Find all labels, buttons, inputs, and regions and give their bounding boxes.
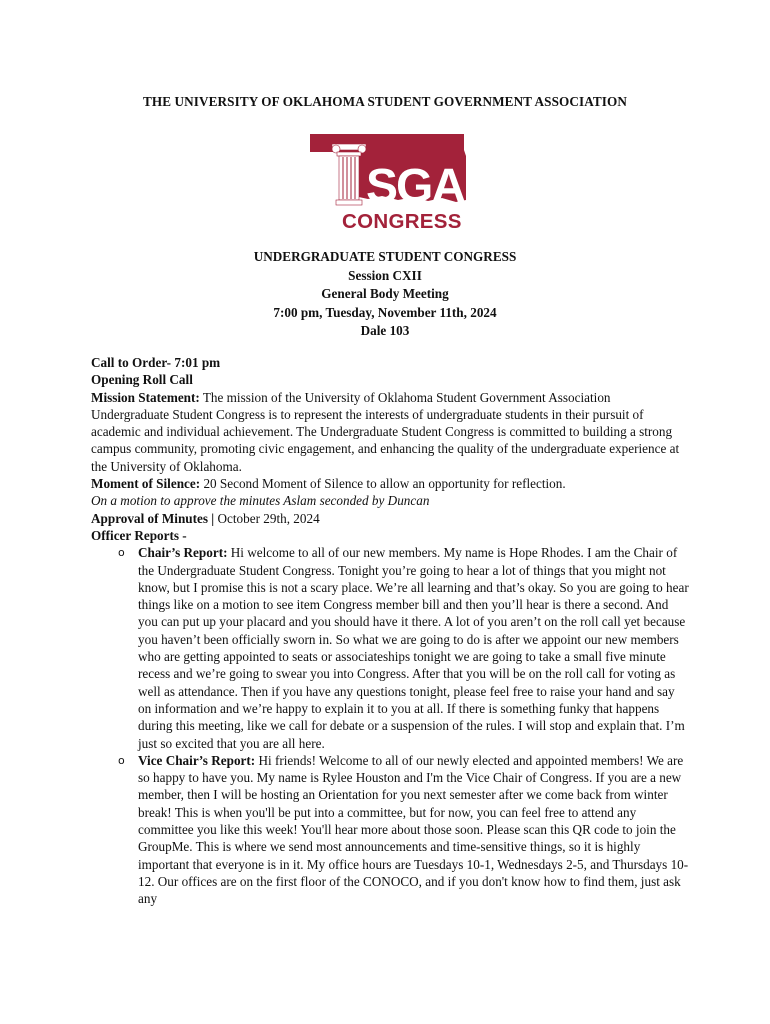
motion-note: On a motion to approve the minutes Aslam seconded by Duncan	[91, 493, 430, 509]
mission-label: Mission Statement:	[91, 389, 200, 405]
approval-of-minutes	[91, 510, 691, 527]
meeting-location: Dale 103	[360, 323, 410, 339]
logo-letters: SGA	[366, 160, 465, 213]
bullet-icon: o	[118, 546, 125, 560]
minutes-label: Approval of Minutes |	[91, 510, 215, 526]
report-text: Hi friends! Welcome to all of our newly elected and appointed members! We are so happy to have you. My name is Rylee Houston and I'm the Vice Chair of Congress. If you are a new member, then I will be hosting an Orientation for you next semester after we come back from winter break! This is when you'll be put into a committee, but for now, you can feel free to attend any committee you like this week! You'll hear more about those soon. Please scan this QR code to join the GroupMe. This is where we send most announcements and time-sensitive things, so it is highly important that everyone is in it. My office hours are Tuesdays 10-1, Wednesdays 2-5, and Thursdays 10-12. Our offices are on the first floor of the CONOCO, and if you don't know how to find them, just ask any	[138, 752, 689, 907]
meeting-type: General Body Meeting	[321, 286, 449, 302]
minutes-body	[91, 354, 691, 908]
mission-text: The mission of the University of Oklahoma Student Government Association Undergraduate Student Congress is to represent the interests of undergraduate students in their pursuit of academic and individual achievement. The Undergraduate Student Congress is committed to building a strong campus community, promoting civic engagement, and enhancing the quality of the undergraduate experience at the University of Oklahoma.	[91, 389, 680, 474]
minutes-date: October 29th, 2024	[214, 510, 320, 526]
sga-congress-logo	[306, 130, 468, 234]
session-number: Session CXII	[348, 267, 422, 283]
roll-call: Opening Roll Call	[91, 372, 193, 388]
list-item	[91, 752, 691, 908]
meeting-header	[0, 248, 770, 341]
logo-word: CONGRESS	[342, 210, 462, 233]
moment-of-silence	[91, 475, 691, 492]
congress-name: UNDERGRADUATE STUDENT CONGRESS	[253, 249, 517, 264]
report-text: Hi welcome to all of our new members. My name is Hope Rhodes. I am the Chair of the Undergraduate Student Congress. Tonight you’re going to hear a lot of things that you might not know, but I promise this is not a scary place. We’re all learning and that’s okay. So you are going to hear things like on a motion to see item Congress member bill and then you’ll hear is there a second. And you can put up your placard and you should have it there. A lot of you aren’t on the roll call yet because you haven’t been officially sworn in. So what we are going to do is after we appoint our new members who are getting appointed to seats or associateships tonight we are going to take a small five minute recess and we’re going to swear you into Congress. After that you will be on the roll call for voting as well as attendance. Then if you have any questions tonight, please feel free to raise your hand and say on information and we’re happy to explain it to you at all. If there is something funky that happens during this meeting, like we call for debate or a suspension of the rules. I will stop and explain that. I’m just so excited that you are all here.	[138, 545, 689, 751]
organization-title: THE UNIVERSITY OF OKLAHOMA STUDENT GOVERNMENT ASSOCIATION	[143, 94, 627, 109]
report-label: Chair’s Report:	[138, 545, 228, 561]
mission-statement	[91, 389, 691, 475]
silence-text: 20 Second Moment of Silence to allow an opportunity for reflection.	[200, 476, 566, 492]
bullet-icon: o	[118, 753, 125, 767]
officer-reports-heading: Officer Reports -	[91, 527, 187, 543]
meeting-datetime: 7:00 pm, Tuesday, November 11th, 2024	[273, 304, 497, 320]
list-item	[91, 544, 691, 752]
officer-reports-list	[91, 544, 691, 907]
silence-label: Moment of Silence:	[91, 476, 201, 492]
report-label: Vice Chair’s Report:	[138, 752, 256, 768]
call-to-order: Call to Order- 7:01 pm	[91, 355, 221, 370]
